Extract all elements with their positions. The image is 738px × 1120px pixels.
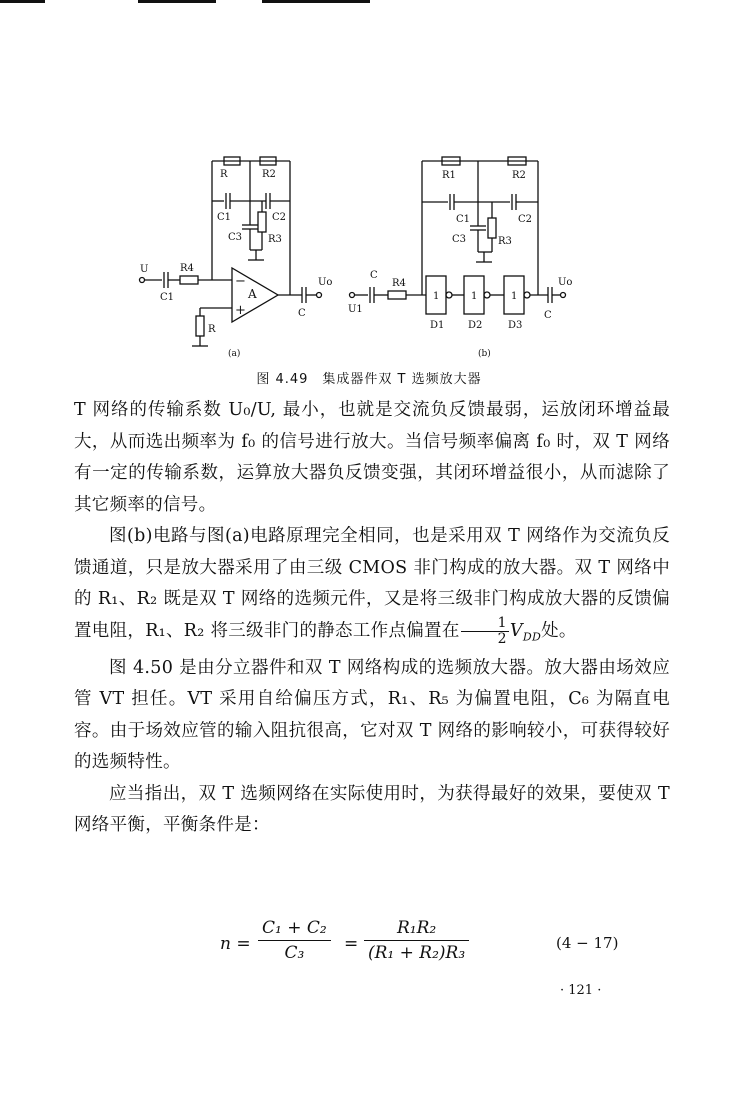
label-b-r2: R2 xyxy=(512,170,526,181)
equation-number: (4 − 17) xyxy=(556,934,619,952)
label-a-minus: − xyxy=(235,274,246,289)
figure-caption: 图 4.49 集成器件双 T 选频放大器 xyxy=(256,372,482,387)
label-b-gate2: 1 xyxy=(471,291,478,302)
equation-c-denominator: C₃ xyxy=(284,943,305,963)
label-a-r: R xyxy=(220,169,228,180)
circuit-figure xyxy=(120,150,573,365)
resistor-a-r4 xyxy=(180,276,198,284)
label-b-u1: U1 xyxy=(348,304,363,315)
paragraph-1: T 网络的传输系数 U₀/U, 最小，也就是交流负反馈最弱，运放闭环增益最大，从而选出频率为 f₀ 的信号进行放大。当信号频率偏离 f₀ 时，双 T 网络有一定的传输系数，运算放大器负反馈变强，其闭环增益很小，从而滤除了其它频率的信号。 xyxy=(74,400,670,515)
label-b-c1: C1 xyxy=(456,214,471,225)
label-a-r3: R3 xyxy=(268,234,282,245)
label-b-d3: D3 xyxy=(508,320,523,331)
vdd-symbol: V xyxy=(509,620,523,641)
label-b-r4: R4 xyxy=(392,278,406,289)
label-b-sub: (b) xyxy=(478,349,491,359)
label-a-rbottom: R xyxy=(208,324,216,335)
label-b-uo: Uo xyxy=(558,277,573,288)
equation-fraction-r xyxy=(364,918,469,963)
equation-lhs: n = xyxy=(220,934,251,954)
equation-fraction-c xyxy=(258,918,331,963)
label-a-u: U xyxy=(140,264,149,275)
vdd-subscript: DD xyxy=(522,630,542,643)
top-rule-left xyxy=(0,0,45,3)
paragraph-4: 应当指出，双 T 选频网络在实际使用时，为获得最好的效果，要使双 T 网络平衡，平衡条件是： xyxy=(74,783,670,835)
resistor-a-bottom xyxy=(196,316,204,336)
paragraph-2-text: 图(b)电路与图(a)电路原理完全相同，也是采用双 T 网络作为交流负反馈通道，只是放大器采用了由三级 CMOS 非门构成的放大器。双 T 网络中的 R₁、R₂ 既是双 T 网络的选频元件，又是将三级非门构成放大器的反馈偏置电阻，R₁、R₂ 将三级非门的静态工作点偏置在 xyxy=(74,526,670,641)
paragraph-3: 图 4.50 是由分立器件和双 T 网络构成的选频放大器。放大器由场效应管 VT 担任。VT 采用自给偏压方式，R₁、R₅ 为偏置电阻，C₆ 为隔直电容。由于场效应管的输入阻抗很高，它对双 T 网络的影响较小，可获得较好的选频特性。 xyxy=(74,657,670,772)
label-b-d1: D1 xyxy=(430,320,445,331)
label-b-gate3: 1 xyxy=(511,291,518,302)
resistor-a-r3 xyxy=(258,212,266,232)
label-a-c1: C1 xyxy=(217,212,232,223)
page-number: · 121 · xyxy=(560,983,602,998)
label-a-c2: C2 xyxy=(272,212,287,223)
label-b-cin: C xyxy=(370,270,378,281)
label-b-r1: R1 xyxy=(442,170,456,181)
equation-4-17 xyxy=(220,918,660,978)
label-a-r2: R2 xyxy=(262,169,276,180)
circuit-diagram xyxy=(120,150,573,365)
label-a-sub: (a) xyxy=(228,349,241,359)
paragraph-2 xyxy=(74,521,670,653)
label-a-plus: + xyxy=(235,303,246,318)
label-a-r4: R4 xyxy=(180,263,194,274)
body-text xyxy=(74,395,670,842)
label-b-c3: C3 xyxy=(452,234,467,245)
label-b-co: C xyxy=(544,310,552,321)
fraction-numerator: 1 xyxy=(461,616,509,632)
fraction-denominator: 2 xyxy=(497,630,507,647)
label-a-amp: A xyxy=(248,287,257,301)
label-b-gate1: 1 xyxy=(433,291,440,302)
equation-r-denominator: (R₁ + R₂)R₃ xyxy=(368,943,466,963)
label-a-co: C xyxy=(298,308,306,319)
label-a-cin: C1 xyxy=(160,292,175,303)
equation-c-numerator: C₁ + C₂ xyxy=(258,918,331,941)
resistor-b-r4 xyxy=(388,291,406,299)
top-rule-right xyxy=(262,0,370,3)
equation-equals: = xyxy=(344,934,359,954)
label-a-c3: C3 xyxy=(228,232,243,243)
label-a-uo: Uo xyxy=(318,277,333,288)
paragraph-2-end: 处。 xyxy=(541,620,577,641)
label-b-c2: C2 xyxy=(518,214,533,225)
fraction-half xyxy=(461,616,509,647)
label-b-d2: D2 xyxy=(468,320,483,331)
equation-r-numerator: R₁R₂ xyxy=(364,918,469,941)
top-rule-mid xyxy=(138,0,216,3)
label-b-r3: R3 xyxy=(498,236,512,247)
resistor-b-r3 xyxy=(488,218,496,238)
